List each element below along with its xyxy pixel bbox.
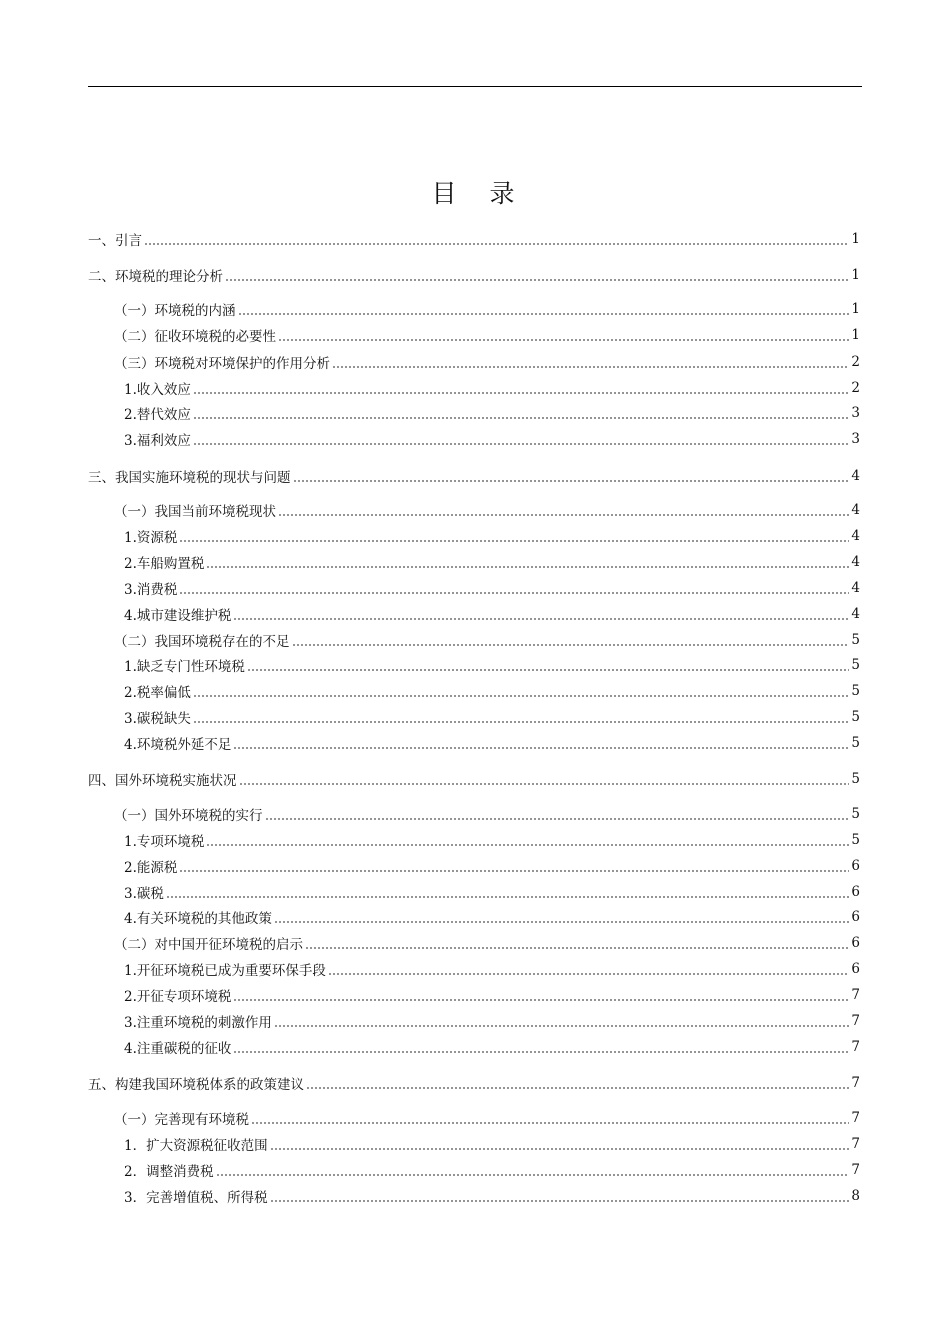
toc-leader-dots <box>179 592 849 594</box>
toc-entry[interactable] <box>124 956 860 982</box>
toc-entry-label: 4.有关环境税的其他政策 <box>124 911 272 927</box>
toc-leader-dots <box>292 644 850 646</box>
toc-entry-label: 3．完善增值税、所得税 <box>124 1190 268 1206</box>
toc-entry[interactable] <box>124 1008 860 1034</box>
toc-entry-label: （三）环境税对环境保护的作用分析 <box>114 356 330 372</box>
toc-leader-dots <box>305 947 849 949</box>
toc-leader-dots <box>274 1025 850 1027</box>
toc-entry-label: 2.车船购置税 <box>124 556 205 572</box>
toc-entry-label: 1.开征环境税已成为重要环保手段 <box>124 963 326 979</box>
toc-entry-label: 3.碳税 <box>124 886 164 902</box>
toc-entry[interactable] <box>114 627 860 653</box>
toc-entry-page: 2 <box>851 380 860 396</box>
toc-entry-page: 7 <box>851 1075 860 1091</box>
toc-entry[interactable] <box>124 400 860 426</box>
toc-entry-page: 6 <box>851 858 860 874</box>
toc-entry-page: 5 <box>851 806 860 822</box>
toc-entry-label: （一）我国当前环境税现状 <box>114 504 276 520</box>
toc-entry-label: 2.税率偏低 <box>124 685 191 701</box>
toc-leader-dots <box>270 1148 850 1150</box>
toc-entry-label: 1.收入效应 <box>124 382 191 398</box>
toc-entry-label: 4.城市建设维护税 <box>124 608 232 624</box>
toc-entry-label: 2.能源税 <box>124 860 178 876</box>
toc-entry[interactable] <box>114 349 860 375</box>
toc-entry-label: 2．调整消费税 <box>124 1164 214 1180</box>
toc-entry-label: 3.消费税 <box>124 582 178 598</box>
toc-leader-dots <box>233 999 849 1001</box>
toc-entry[interactable] <box>124 1157 860 1183</box>
toc-entry-page: 2 <box>851 354 860 370</box>
toc-entry-page: 1 <box>851 231 860 247</box>
toc-leader-dots <box>179 870 849 872</box>
toc-entry[interactable] <box>114 296 860 322</box>
toc-entry-label: 四、国外环境税实施状况 <box>88 773 237 789</box>
toc-leader-dots <box>293 480 850 482</box>
toc-leader-dots <box>166 896 850 898</box>
toc-entry-label: （二）征收环境税的必要性 <box>114 329 276 345</box>
toc-leader-dots <box>206 566 849 568</box>
toc-leader-dots <box>306 1087 849 1089</box>
toc-entry-label: 4.注重碳税的征收 <box>124 1041 232 1057</box>
toc-entry-page: 5 <box>851 735 860 751</box>
toc-entry[interactable] <box>124 549 860 575</box>
toc-leader-dots <box>193 695 850 697</box>
toc-entry-page: 7 <box>851 1136 860 1152</box>
toc-leader-dots <box>233 747 849 749</box>
toc-entry-label: 2.替代效应 <box>124 407 191 423</box>
toc-entry-label: （二）对中国开征环境税的启示 <box>114 937 303 953</box>
toc-leader-dots <box>278 514 849 516</box>
toc-entry-label: 3.碳税缺失 <box>124 711 191 727</box>
toc-entry-label: 1．扩大资源税征收范围 <box>124 1138 268 1154</box>
toc-entry[interactable] <box>88 226 860 252</box>
toc-leader-dots <box>193 443 850 445</box>
toc-entry[interactable] <box>124 575 860 601</box>
toc-entry-label: （一）国外环境税的实行 <box>114 808 263 824</box>
toc-entry[interactable] <box>124 904 860 930</box>
toc-entry-label: 1.专项环境税 <box>124 834 205 850</box>
toc-entry[interactable] <box>124 1034 860 1060</box>
toc-entry-page: 1 <box>851 301 860 317</box>
toc-leader-dots <box>233 618 849 620</box>
toc-entry[interactable] <box>124 375 860 401</box>
toc-leader-dots <box>225 279 849 281</box>
toc-entry-label: （二）我国环境税存在的不足 <box>114 634 290 650</box>
toc-entry-page: 5 <box>851 683 860 699</box>
toc-entry[interactable] <box>124 853 860 879</box>
toc-entry-page: 4 <box>851 468 860 484</box>
toc-leader-dots <box>179 540 849 542</box>
toc-entry[interactable] <box>124 730 860 756</box>
toc-entry-page: 4 <box>851 606 860 622</box>
toc-entry-page: 7 <box>851 987 860 1003</box>
toc-entry[interactable] <box>88 766 860 792</box>
toc-entry-page: 5 <box>851 709 860 725</box>
toc-entry-page: 4 <box>851 580 860 596</box>
toc-entry-label: 1.资源税 <box>124 530 178 546</box>
toc-entry-page: 7 <box>851 1110 860 1126</box>
toc-entry-page: 1 <box>851 327 860 343</box>
toc-leader-dots <box>328 973 850 975</box>
toc-leader-dots <box>193 721 850 723</box>
toc-entry-page: 5 <box>851 771 860 787</box>
toc-leader-dots <box>265 818 850 820</box>
toc-entry-label: 二、环境税的理论分析 <box>88 269 223 285</box>
toc-entry-label: 三、我国实施环境税的现状与问题 <box>88 470 291 486</box>
toc-entry-label: 1.缺乏专门性环境税 <box>124 659 245 675</box>
toc-entry-page: 6 <box>851 935 860 951</box>
toc-entry-page: 6 <box>851 961 860 977</box>
toc-entry-label: 3.福利效应 <box>124 433 191 449</box>
toc-entry-page: 4 <box>851 502 860 518</box>
header-rule <box>88 86 862 87</box>
toc-entry[interactable] <box>124 982 860 1008</box>
toc-leader-dots <box>270 1200 850 1202</box>
toc-entry[interactable] <box>124 827 860 853</box>
toc-entry-page: 5 <box>851 632 860 648</box>
toc-leader-dots <box>238 313 850 315</box>
toc-leader-dots <box>233 1051 849 1053</box>
toc-entry-label: （一）环境税的内涵 <box>114 303 236 319</box>
toc-leader-dots <box>278 339 849 341</box>
toc-entry[interactable] <box>124 1183 860 1209</box>
toc-leader-dots <box>274 921 850 923</box>
toc-entry[interactable] <box>114 930 860 956</box>
toc-leader-dots <box>144 243 849 245</box>
toc-entry-page: 3 <box>851 431 860 447</box>
toc-leader-dots <box>193 417 850 419</box>
toc-entry-page: 7 <box>851 1039 860 1055</box>
toc-entry-page: 5 <box>851 832 860 848</box>
toc-entry-label: （一）完善现有环境税 <box>114 1112 249 1128</box>
toc-entry[interactable] <box>88 463 860 489</box>
toc-entry-label: 4.环境税外延不足 <box>124 737 232 753</box>
toc-entry-page: 4 <box>851 528 860 544</box>
toc-leader-dots <box>239 783 850 785</box>
toc-leader-dots <box>206 844 849 846</box>
toc-entry[interactable] <box>114 322 860 348</box>
toc-entry[interactable] <box>124 678 860 704</box>
toc-leader-dots <box>251 1122 849 1124</box>
toc-entry[interactable] <box>114 801 860 827</box>
toc-entry-page: 4 <box>851 554 860 570</box>
toc-entry[interactable] <box>124 601 860 627</box>
toc-title: 目 录 <box>431 179 519 208</box>
toc-entry-page: 6 <box>851 909 860 925</box>
toc-leader-dots <box>216 1174 850 1176</box>
toc-entry[interactable] <box>124 426 860 452</box>
toc-entry-page: 1 <box>851 267 860 283</box>
toc-entry-label: 3.注重环境税的刺激作用 <box>124 1015 272 1031</box>
toc-entry[interactable] <box>124 1131 860 1157</box>
toc-entry-label: 一、引言 <box>88 233 142 249</box>
toc-entry-page: 7 <box>851 1162 860 1178</box>
toc-entry-page: 3 <box>851 405 860 421</box>
toc-entry[interactable] <box>88 1070 860 1096</box>
toc-entry[interactable] <box>124 879 860 905</box>
toc-entry-page: 5 <box>851 657 860 673</box>
toc-leader-dots <box>193 392 850 394</box>
toc-entry-label: 五、构建我国环境税体系的政策建议 <box>88 1077 304 1093</box>
toc-entry[interactable] <box>114 497 860 523</box>
toc-entry-page: 7 <box>851 1013 860 1029</box>
toc-entry-label: 2.开征专项环境税 <box>124 989 232 1005</box>
toc-entry[interactable] <box>114 1105 860 1131</box>
toc-leader-dots <box>332 366 849 368</box>
toc-entry-page: 6 <box>851 884 860 900</box>
toc-entry[interactable] <box>124 523 860 549</box>
toc-entry[interactable] <box>124 704 860 730</box>
toc-entry-page: 8 <box>851 1188 860 1204</box>
toc-entry[interactable] <box>88 262 860 288</box>
toc-leader-dots <box>247 669 850 671</box>
toc-entry[interactable] <box>124 652 860 678</box>
